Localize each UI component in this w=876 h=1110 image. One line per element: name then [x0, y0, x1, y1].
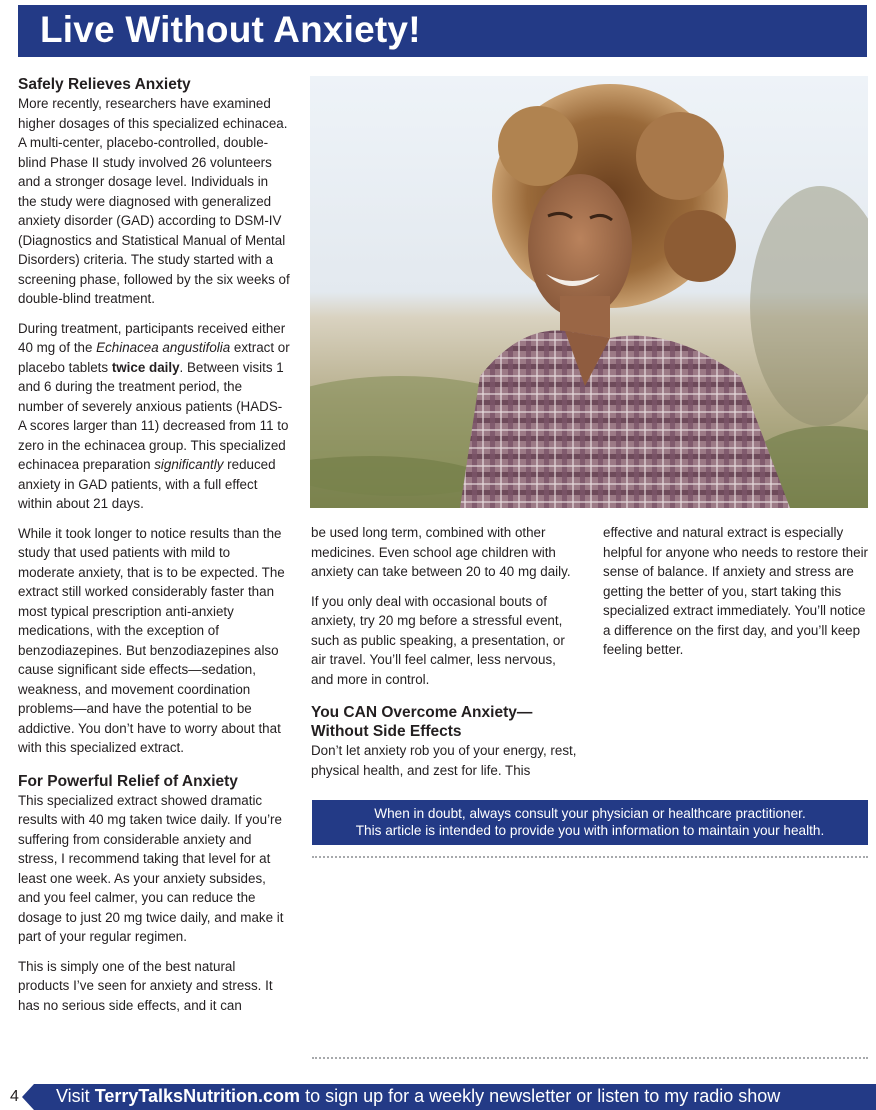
website-link[interactable]: TerryTalksNutrition.com [94, 1086, 301, 1106]
text-run: During treatment, participants received either 40 mg of the [18, 320, 286, 355]
footer-rest: to sign up for a weekly newsletter or listen to my radio show [300, 1086, 781, 1106]
dotted-divider [312, 856, 868, 858]
text-run: reduced anxiety in GAD patients, with a full effect within about 21 days. [18, 457, 276, 511]
heading-overcome-anxiety: You CAN Overcome Anxiety—Without Side Effects [311, 704, 533, 740]
italic-text: significantly [154, 457, 224, 472]
dotted-divider [312, 1057, 868, 1059]
page-title: Live Without Anxiety! [40, 9, 421, 50]
disclaimer-line-1: When in doubt, always consult your physician or healthcare practitioner. [374, 806, 806, 821]
footer [0, 1084, 876, 1110]
paragraph: Don’t let anxiety rob you of your energy, rest, physical health, and zest for life. This [311, 743, 577, 778]
column-left [18, 75, 290, 1025]
paragraph: More recently, researchers have examined higher dosages of this specialized echinacea. A multi-center, placebo-controlled, double-blind Phase II study involved 26 volunteers and a stronger dosage level. Individuals in the study were diagnosed with generalized anxiety disorder (GAD) according to DSM-IV (Diagnostics and Statistical Manual of Mental Disorders) criteria. The study started with a screening phase, followed by the six weeks of double-blind treatment. [18, 96, 290, 306]
disclaimer-line-2: This article is intended to provide you with information to maintain your health. [355, 823, 825, 838]
paragraph: This is simply one of the best natural products I’ve seen for anxiety and stress. It has no serious side effects, and it can [18, 958, 273, 1013]
title-banner [18, 5, 867, 57]
page-number: 4 [10, 1088, 19, 1105]
paragraph: This specialized extract showed dramatic results with 40 mg taken twice daily. If you’re suffering from considerable anxiety and stress, I recommend taking that level for at least one week. As your anxiety subsides, and you feel calmer, you can reduce the dosage to just 20 mg twice daily, and make it part of your regular regimen. [18, 792, 284, 944]
heading-safely-relieves: Safely Relieves Anxiety [18, 76, 191, 93]
paragraph: effective and natural extract is especially helpful for anyone who needs to restore their sense of balance. If anxiety and stress are getting the better of you, start taking this specialized extract immediately. You’ll notice a difference on the first day, and you’ll keep feeling better. [603, 525, 869, 657]
text-run: extract or placebo tablets [18, 340, 290, 375]
paragraph [18, 319, 290, 514]
bold-text: twice daily [111, 359, 180, 375]
heading-powerful-relief: For Powerful Relief of Anxiety [18, 772, 238, 790]
paragraph: If you only deal with occasional bouts of anxiety, try 20 mg before a stressful event, such as public speaking, a presentation, or air travel. You’ll feel calmer, less nervous, and more in control. [311, 593, 565, 687]
text-run: . Between visits 1 and 6 during the treatment period, the number of severely anxious patients (HADS-A scores larger than 11) decreased from 11 to zero in the echinacea group. This specialized echinacea preparation [18, 359, 289, 472]
paragraph: While it took longer to notice results than the study that used patients with mild to moderate anxiety, that is to be expected. The extract still worked considerably faster than most typical prescription anti-anxiety medications, with the exception of benzodiazepines. But benzodiazepines also cause significant side effects—sedation, weakness, and movement coordination problems—and have the potential to be addictive. You don’t have to worry about that with this specialized extract. [18, 525, 285, 755]
footer-bar [34, 1084, 876, 1110]
column-right [603, 523, 875, 670]
italic-text: Echinacea angustifolia [96, 340, 231, 355]
footer-arrow-icon [22, 1084, 34, 1110]
footer-text [56, 1086, 780, 1107]
column-middle [311, 523, 581, 790]
disclaimer-box [312, 800, 868, 845]
smiling-woman-photo [310, 76, 868, 508]
paragraph: be used long term, combined with other medicines. Even school age children with anxiety can take between 20 to 40 mg daily. [311, 525, 571, 579]
footer-visit: Visit [56, 1086, 95, 1106]
